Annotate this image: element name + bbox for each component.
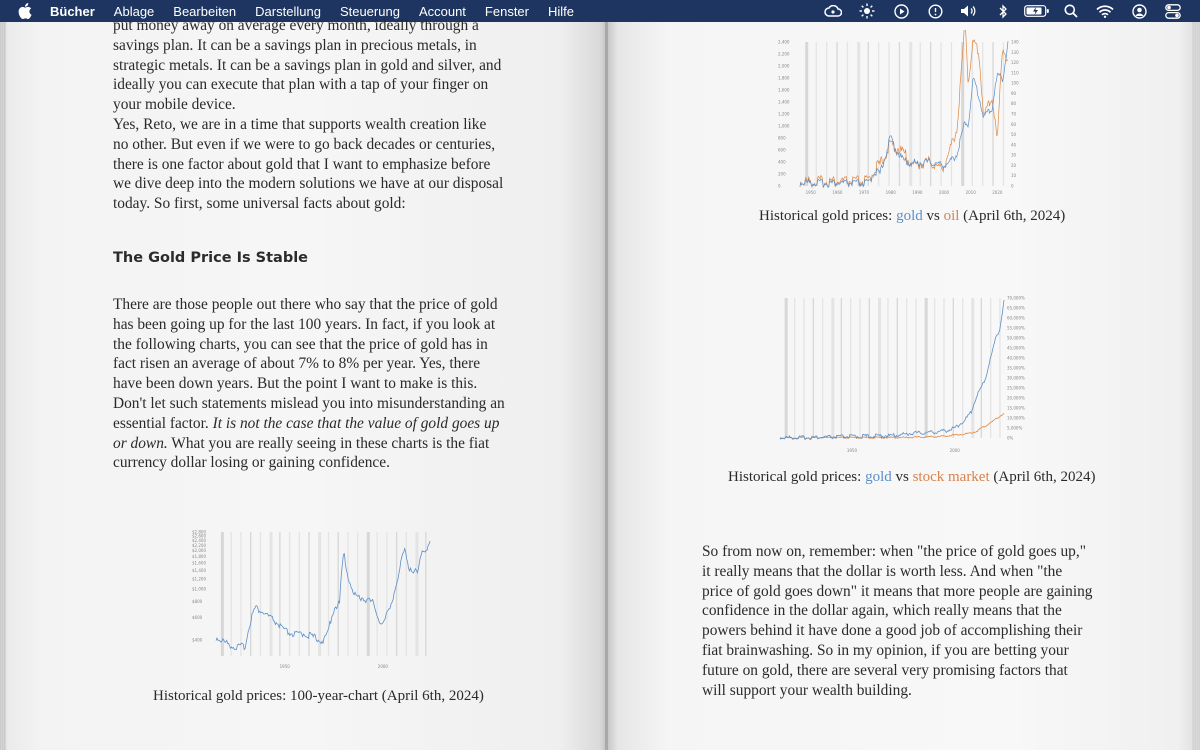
recession-band <box>915 298 916 438</box>
x-tick-label: 1950 <box>805 190 816 195</box>
recession-band <box>396 532 397 656</box>
y2-tick-label: 70 <box>1011 111 1017 117</box>
recession-band <box>953 298 954 438</box>
recession-band <box>859 298 860 438</box>
apple-menu-icon[interactable] <box>18 3 32 19</box>
y-tick-label: 65,000% <box>1007 305 1025 311</box>
recession-band <box>981 298 982 438</box>
text-line: no other. But even if we were to go back decades or centuries, <box>113 135 496 153</box>
y2-tick-label: 100 <box>1011 80 1019 86</box>
menu-file[interactable]: Ablage <box>113 3 155 19</box>
recession-band <box>785 298 788 438</box>
x-tick-label: 2020 <box>992 190 1003 195</box>
menu-view[interactable]: Darstellung <box>255 3 321 19</box>
recession-band <box>289 532 290 656</box>
menu-account[interactable]: Account <box>418 3 466 19</box>
recession-band <box>925 298 928 438</box>
recession-band <box>887 298 888 438</box>
y-tick-label: 600 <box>778 147 786 153</box>
y2-tick-label: 20 <box>1011 162 1017 168</box>
y-tick-label: $1,400 <box>192 567 206 573</box>
text-fragment: What you are really seeing in these charts is the fiat <box>167 434 490 452</box>
recession-band <box>831 298 834 438</box>
recession-band <box>805 42 808 186</box>
y-tick-label: $1,600 <box>192 560 206 566</box>
y-tick-label: 1,000 <box>778 123 790 129</box>
text-line: powers behind it have done a good job of accomplishing their <box>702 622 1083 640</box>
text-line: price of gold goes down" it means that more people are gaining <box>702 582 1093 600</box>
recession-band <box>794 298 795 438</box>
text-line: it really means that the dollar is worth less. And when "the <box>702 562 1063 580</box>
y-tick-label: 35,000% <box>1007 365 1025 371</box>
text-line: today. So first, some universal facts about gold: <box>113 195 406 213</box>
gold-price-line <box>800 41 1008 187</box>
recession-band <box>962 298 963 438</box>
recession-band <box>934 298 935 438</box>
recession-band <box>1003 42 1004 186</box>
timer-icon[interactable] <box>918 0 952 22</box>
x-tick-label: 1970 <box>858 190 870 195</box>
y2-tick-label: 120 <box>1011 60 1019 66</box>
recession-band <box>338 532 339 656</box>
x-tick-label: 2000 <box>938 190 950 195</box>
y-tick-label: 2,400 <box>778 39 790 45</box>
text-line: fact risen an average of about 7% to 8% per year. Yes, there <box>113 355 481 373</box>
section-heading: The Gold Price Is Stable <box>113 250 308 266</box>
x-tick-label: 1980 <box>885 190 896 195</box>
intro-paragraph <box>113 16 573 214</box>
y-tick-label: 1,600 <box>778 87 790 93</box>
y-tick-label: 0 <box>778 183 781 189</box>
text-line: has been going up for the last 100 years. In fact, if you look at <box>113 315 496 333</box>
menu-help[interactable]: Hilfe <box>548 3 575 19</box>
caption-text: vs <box>891 469 913 485</box>
text-line: will support your wealth building. <box>702 681 912 699</box>
bluetooth-icon[interactable] <box>986 0 1020 22</box>
y2-tick-label: 130 <box>1011 49 1019 55</box>
chart-caption <box>728 469 1095 486</box>
book-spread <box>0 17 1200 750</box>
text-line: the following charts, you can see that the price of gold has in <box>113 335 488 353</box>
oil-price-line <box>800 30 1008 187</box>
text-line: have been down years. But the point I want to make is this. <box>113 375 478 393</box>
caption-text: Historical gold prices: <box>728 469 866 485</box>
y2-tick-label: 110 <box>1011 70 1019 76</box>
y-tick-label: 2,200 <box>778 51 790 57</box>
y-tick-label: $1,200 <box>192 576 206 582</box>
volume-icon[interactable] <box>952 0 986 22</box>
emphasis-text: or down. <box>113 434 168 452</box>
text-line: savings plan. It can be a savings plan in precious metals, in <box>113 36 477 54</box>
brightness-icon[interactable] <box>850 0 884 22</box>
x-tick-label: 2000 <box>377 664 388 669</box>
recession-band <box>299 532 300 656</box>
text-line: So from now on, remember: when "the price of gold goes up," <box>702 543 1086 560</box>
right-page[interactable] <box>608 22 1200 750</box>
y-tick-label: $2,000 <box>192 548 206 554</box>
emphasis-text: It is not the case that the value of gold goes up <box>212 414 500 432</box>
y2-tick-label: 80 <box>1011 101 1017 107</box>
recession-band <box>868 42 869 186</box>
gold-vs-stock-chart <box>776 282 1038 460</box>
y-tick-label: $2,400 <box>192 538 206 544</box>
recession-band <box>943 298 944 438</box>
recession-band <box>231 532 232 656</box>
page-edge <box>1192 22 1200 750</box>
y-tick-label: 25,000% <box>1007 385 1025 391</box>
text-line: Yes, Reto, we are in a time that supports wealth creation like <box>113 115 487 133</box>
caption-text: Historical gold prices: <box>759 208 897 224</box>
recession-band <box>869 298 870 438</box>
legend-gold: gold <box>896 208 923 224</box>
text-line: confidence in the dollar again, which really means that the <box>702 602 1062 620</box>
x-tick-label: 2000 <box>949 448 960 453</box>
recession-band <box>951 42 952 186</box>
recession-band <box>318 532 321 656</box>
text-line: There are those people out there who say that the price of gold <box>113 296 498 313</box>
text-line <box>113 434 583 454</box>
creative-cloud-icon[interactable] <box>816 0 850 22</box>
recession-band <box>816 42 817 186</box>
recession-band <box>888 42 889 186</box>
text-line: there is one factor about gold that I want to emphasize before <box>113 155 491 173</box>
chart-svg <box>776 282 1038 460</box>
menu-controls[interactable]: Steuerung <box>339 3 400 19</box>
x-tick-label: 1950 <box>279 664 290 669</box>
y-tick-label: 40,000% <box>1007 355 1025 361</box>
y-tick-label: 5,000% <box>1007 425 1023 431</box>
play-circle-icon[interactable] <box>884 0 918 22</box>
page-edge <box>0 22 6 750</box>
recession-band <box>386 532 387 656</box>
menu-window[interactable]: Fenster <box>484 3 529 19</box>
y2-tick-label: 140 <box>1011 39 1019 45</box>
text-line: your mobile device. <box>113 96 236 114</box>
text-line: strategic metals. It can be a savings plan in gold and silver, and <box>113 56 502 74</box>
wifi-icon[interactable] <box>1088 0 1122 22</box>
y-tick-label: 1,400 <box>778 99 790 105</box>
text-line: put money away on average every month, ideally through a <box>113 17 479 34</box>
y-tick-label: 70,000% <box>1007 295 1025 301</box>
legend-stock-market: stock market <box>912 469 990 485</box>
x-tick-label: 1990 <box>912 190 923 195</box>
gold-price-line <box>216 541 430 650</box>
recession-band <box>813 298 814 438</box>
status-area <box>816 0 1190 22</box>
text-line: fiat brainwashing. So in my opinion, if you are betting your <box>702 641 1069 659</box>
recession-band <box>878 42 879 186</box>
recession-band <box>357 532 358 656</box>
y-tick-label: 60,000% <box>1007 315 1025 321</box>
caption-text: vs <box>922 208 944 224</box>
recession-band <box>270 532 273 656</box>
text-line <box>113 414 583 434</box>
recession-band <box>240 532 241 656</box>
recession-band <box>826 42 827 186</box>
chart-svg <box>778 30 1040 198</box>
recession-band <box>847 42 848 186</box>
recession-band <box>250 532 251 656</box>
text-line: Don't let such statements mislead you into misunderstanding an <box>113 394 505 412</box>
y2-tick-label: 30 <box>1011 152 1017 158</box>
y2-tick-label: 10 <box>1011 173 1017 179</box>
chart-caption <box>759 208 1065 225</box>
search-icon[interactable] <box>1054 0 1088 22</box>
x-tick-label: 2010 <box>965 190 976 195</box>
y-tick-label: 1,800 <box>778 75 790 81</box>
y-tick-label: 400 <box>778 159 786 165</box>
y2-tick-label: 40 <box>1011 142 1017 148</box>
y-tick-label: 0% <box>1007 435 1014 441</box>
caption-text: (April 6th, 2024) <box>989 469 1096 485</box>
recession-band <box>406 532 407 656</box>
y-tick-label: 10,000% <box>1007 415 1025 421</box>
y-tick-label: 1,200 <box>778 111 790 117</box>
recession-band <box>836 42 837 186</box>
y-tick-label: 20,000% <box>1007 395 1025 401</box>
y2-tick-label: 50 <box>1011 132 1017 138</box>
recession-band <box>260 532 261 656</box>
recession-band <box>347 532 348 656</box>
control-center-icon[interactable] <box>1156 0 1190 22</box>
y-tick-label: 200 <box>778 171 786 177</box>
x-tick-label: 1960 <box>832 190 843 195</box>
y-tick-label: $2,800 <box>192 529 206 535</box>
recession-band <box>850 298 851 438</box>
recession-band <box>377 532 378 656</box>
y-tick-label: 50,000% <box>1007 335 1025 341</box>
recession-band <box>841 298 842 438</box>
caption-text: (April 6th, 2024) <box>959 208 1066 224</box>
text-line: ideally you can execute that plan with a tap of your finger on <box>113 76 489 94</box>
recession-band <box>279 532 280 656</box>
legend-gold: gold <box>865 469 892 485</box>
y2-tick-label: 60 <box>1011 121 1017 127</box>
gold-vs-oil-chart <box>778 30 1040 198</box>
gold-100-year-chart <box>190 504 440 674</box>
text-line: future on gold, there are several very promising factors that <box>702 661 1068 679</box>
recession-band <box>221 532 224 656</box>
y-tick-label: $1,000 <box>192 586 206 592</box>
left-page[interactable] <box>0 17 606 750</box>
y-tick-label: $2,600 <box>192 533 206 539</box>
recession-band <box>972 42 973 186</box>
text-line: currency dollar losing or gaining confidence. <box>113 454 390 472</box>
chart-caption: Historical gold prices: 100-year-chart (April 6th, 2024) <box>153 688 484 704</box>
recession-band <box>897 298 898 438</box>
recession-band <box>992 42 993 186</box>
body-paragraph <box>113 295 583 473</box>
menu-books[interactable]: Bücher <box>50 3 95 19</box>
y2-tick-label: 90 <box>1011 90 1017 96</box>
text-line: we dive deep into the modern solutions we have at our disposal <box>113 175 504 193</box>
recession-band <box>415 532 418 656</box>
y-tick-label: $600 <box>192 615 203 621</box>
y2-tick-label: 0 <box>1011 183 1014 189</box>
recession-band <box>328 532 329 656</box>
y-tick-label: 55,000% <box>1007 325 1025 331</box>
y-tick-label: 800 <box>778 135 786 141</box>
recession-band <box>367 532 370 656</box>
y-tick-label: $400 <box>192 637 203 643</box>
user-icon[interactable] <box>1122 0 1156 22</box>
recession-band <box>971 298 974 438</box>
menu-edit[interactable]: Bearbeiten <box>173 3 237 19</box>
chart-svg <box>190 504 440 674</box>
y-tick-label: 15,000% <box>1007 405 1025 411</box>
recession-band <box>899 42 900 186</box>
recession-band <box>822 298 823 438</box>
y-tick-label: 45,000% <box>1007 345 1025 351</box>
y-tick-label: $2,200 <box>192 542 206 548</box>
y-tick-label: $1,800 <box>192 554 206 560</box>
recession-band <box>803 298 804 438</box>
text-fragment: essential factor. <box>113 414 213 432</box>
battery-icon[interactable] <box>1020 0 1054 22</box>
recession-band <box>990 298 991 438</box>
y-tick-label: 2,000 <box>778 63 790 69</box>
y-tick-label: 30,000% <box>1007 375 1025 381</box>
y-tick-label: $800 <box>192 599 203 605</box>
recession-band <box>857 42 860 186</box>
recession-band <box>878 298 881 438</box>
x-tick-label: 1950 <box>846 448 858 453</box>
recession-band <box>906 298 907 438</box>
closing-paragraph <box>702 542 1172 700</box>
legend-oil: oil <box>943 208 960 224</box>
